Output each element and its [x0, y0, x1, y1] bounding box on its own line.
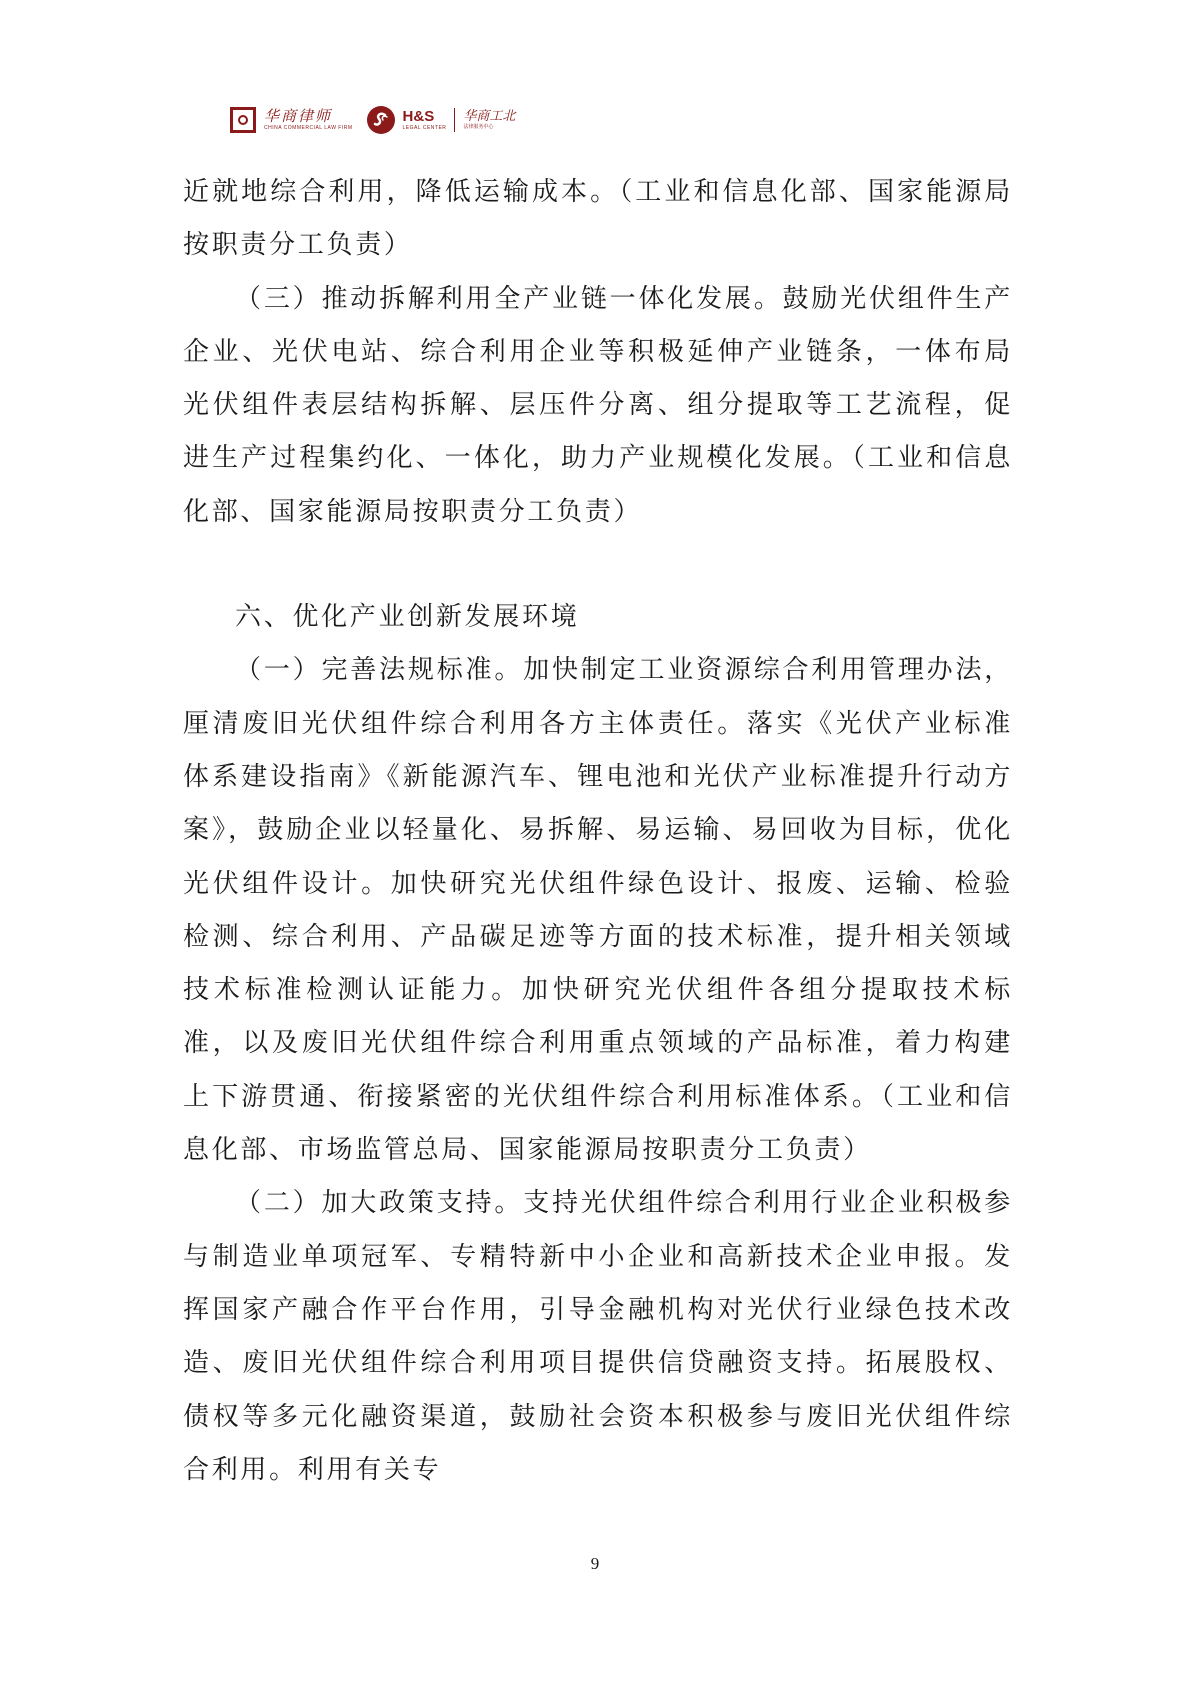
- law-firm-logo-icon: [230, 107, 256, 133]
- header-divider: [454, 108, 455, 132]
- law-firm-logo-text: [264, 109, 353, 131]
- document-body: [183, 166, 1013, 1497]
- hs-name-cn: 华商工北: [463, 109, 516, 124]
- page-number: 9: [590, 1554, 600, 1573]
- hs-brand: H&S: [402, 108, 435, 125]
- paragraph-item-2: （二）加大政策支持。支持光伏组件综合利用行业企业积极参与制造业单项冠军、专精特新中小企业和高新技术企业申报。发挥国家产融合作平台作用，引导金融机构对光伏行业绿色技术改造、废旧光伏组件综合利用项目提供信贷融资支持。拓展股权、债权等多元化融资渠道，鼓励社会资本积极参与废旧光伏组件综合利用。利用有关专: [183, 1188, 1013, 1485]
- paragraph-continuation: 近就地综合利用，降低运输成本。（工业和信息化部、国家能源局按职责分工负责）: [183, 177, 1013, 261]
- law-firm-name-en: CHINA COMMERCIAL LAW FIRM: [264, 125, 353, 131]
- law-firm-name-cn: 华商律师: [264, 107, 333, 125]
- page-header: [230, 100, 515, 140]
- paragraph-item-3: （三）推动拆解利用全产业链一体化发展。鼓励光伏组件生产企业、光伏电站、综合利用企业等积极延伸产业链条，一体布局光伏组件表层结构拆解、层压件分离、组分提取等工艺流程，促进生产过程集约化、一体化，助力产业规模化发展。（工业和信息化部、国家能源局按职责分工负责）: [183, 283, 1013, 527]
- hs-logo-cn: [463, 110, 515, 130]
- hs-subtitle: LEGAL CENTER: [402, 125, 447, 131]
- hs-logo-icon: [367, 106, 395, 134]
- section-heading-6: 六、优化产业创新发展环境: [235, 602, 580, 633]
- hs-name-small: 法律服务中心: [463, 124, 494, 130]
- paragraph-item-1: （一）完善法规标准。加快制定工业资源综合利用管理办法，厘清废旧光伏组件综合利用各方主体责任。落实《光伏产业标准体系建设指南》《新能源汽车、锂电池和光伏产业标准提升行动方案》，鼓励企业以轻量化、易拆解、易运输、易回收为目标，优化光伏组件设计。加快研究光伏组件绿色设计、报废、运输、检验检测、综合利用、产品碳足迹等方面的技术标准，提升相关领域技术标准检测认证能力。加快研究光伏组件各组分提取技术标准，以及废旧光伏组件综合利用重点领域的产品标准，着力构建上下游贯通、衔接紧密的光伏组件综合利用标准体系。（工业和信息化部、市场监管总局、国家能源局按职责分工负责）: [183, 655, 1013, 1166]
- hs-logo-text: [403, 109, 447, 131]
